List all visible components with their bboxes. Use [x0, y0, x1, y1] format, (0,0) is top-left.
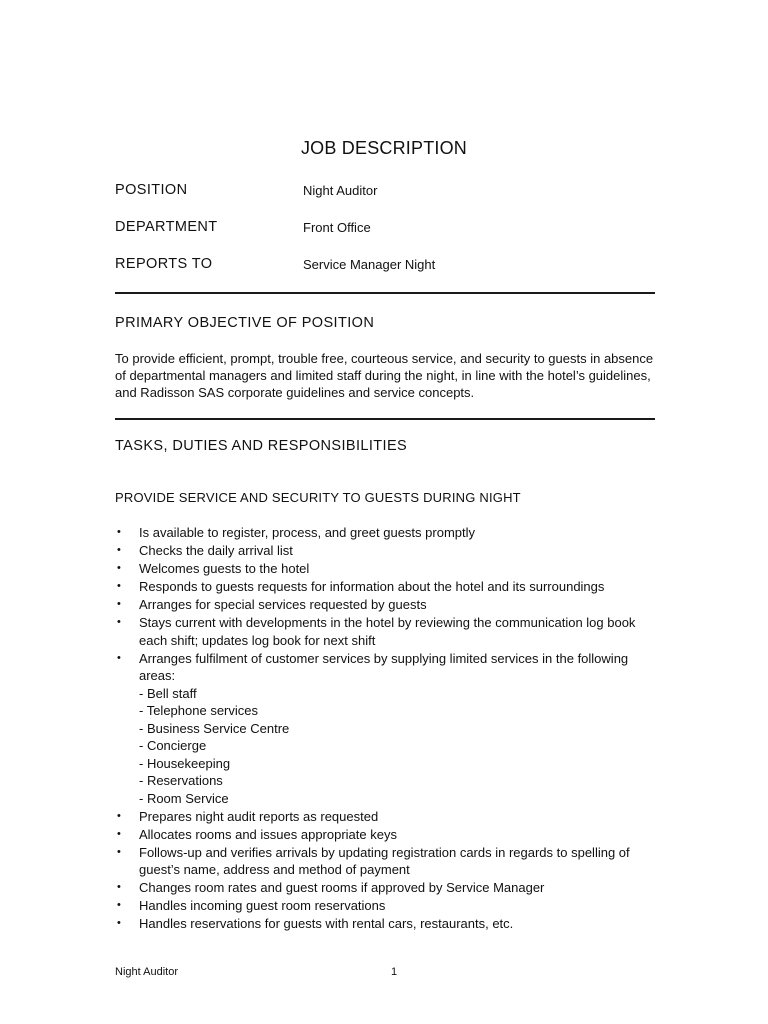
task-subitem: - Room Service [139, 790, 229, 806]
task-list-item [115, 560, 660, 578]
task-list-item [115, 808, 660, 826]
field-position [115, 182, 655, 202]
task-text: Welcomes guests to the hotel [139, 561, 310, 576]
task-list-item [115, 650, 660, 808]
bullet-icon: • [117, 598, 121, 610]
tasks-subheading: PROVIDE SERVICE AND SECURITY TO GUESTS DURING NIGHT [115, 490, 521, 505]
task-list-item [115, 915, 660, 933]
task-list-item [115, 596, 660, 614]
bullet-icon: • [117, 827, 121, 840]
task-list-item [115, 879, 660, 897]
task-text: Prepares night audit reports as requested [139, 808, 379, 824]
divider-line [115, 418, 655, 420]
task-subitem: - Housekeeping [139, 755, 231, 771]
primary-objective-text: To provide efficient, prompt, trouble free, courteous service, and security to guests in absence of departmental managers and limited staff during the night, in line with the hotel’s guidelines, and Radisson SAS corporate guidelines and service concepts. [115, 351, 654, 400]
task-text: Checks the daily arrival list [139, 543, 293, 558]
bullet-icon: • [117, 580, 121, 592]
bullet-icon: • [117, 651, 121, 664]
task-text: Arranges fulfilment of customer services by supplying limited services in the following areas: [139, 650, 629, 683]
bullet-icon: • [117, 899, 121, 911]
task-list-item [115, 826, 660, 844]
primary-objective-heading: PRIMARY OBJECTIVE OF POSITION [115, 315, 375, 331]
bullet-icon: • [117, 917, 121, 929]
task-subitem: - Reservations [139, 773, 223, 788]
task-text: Handles incoming guest room reservations [139, 898, 386, 913]
bullet-icon: • [117, 809, 121, 822]
task-text: Changes room rates and guest rooms if approved by Service Manager [139, 880, 545, 895]
bullet-icon: • [117, 526, 121, 538]
page-number: 1 [391, 966, 398, 978]
field-reports-to [115, 256, 655, 276]
task-text: Is available to register, process, and greet guests promptly [139, 525, 476, 540]
bullet-icon: • [117, 845, 121, 858]
field-value: Front Office [303, 220, 371, 235]
task-subitem: - Bell staff [139, 685, 197, 701]
field-label: REPORTS TO [115, 256, 213, 272]
task-list-item [115, 578, 660, 596]
bullet-icon: • [117, 544, 121, 556]
field-department [115, 219, 655, 239]
task-text: Follows-up and verifies arrivals by updating registration cards in regards to spelling of guest’s name, address and method of payment [139, 844, 630, 877]
task-list-item [115, 897, 660, 915]
task-subitem: - Telephone services [139, 703, 258, 718]
bullet-icon: • [117, 562, 121, 574]
task-sublist [139, 685, 660, 808]
task-list-item [115, 542, 660, 560]
field-label: POSITION [115, 182, 188, 198]
document-title: JOB DESCRIPTION [300, 138, 468, 158]
field-value: Night Auditor [303, 183, 378, 198]
tasks-heading: TASKS, DUTIES AND RESPONSIBILITIES [115, 438, 408, 454]
field-label: DEPARTMENT [115, 219, 218, 235]
task-list-item [115, 524, 660, 542]
task-text: Handles reservations for guests with rental cars, restaurants, etc. [139, 916, 514, 931]
task-list-item [115, 614, 660, 649]
task-text: Responds to guests requests for information about the hotel and its surroundings [139, 579, 605, 594]
field-value: Service Manager Night [303, 257, 436, 272]
divider-line [115, 292, 655, 294]
task-text: Stays current with developments in the hotel by reviewing the communication log book each shift; updates log book for next shift [139, 615, 636, 648]
task-subitem: - Business Service Centre [139, 720, 290, 736]
footer-title: Night Auditor [115, 966, 178, 978]
task-list [115, 524, 660, 933]
task-text: Allocates rooms and issues appropriate keys [139, 826, 397, 842]
task-list-item [115, 844, 660, 879]
task-text: Arranges for special services requested by guests [139, 597, 427, 612]
bullet-icon: • [117, 881, 121, 893]
bullet-icon: • [117, 616, 121, 628]
task-subitem: - Concierge [139, 738, 207, 753]
